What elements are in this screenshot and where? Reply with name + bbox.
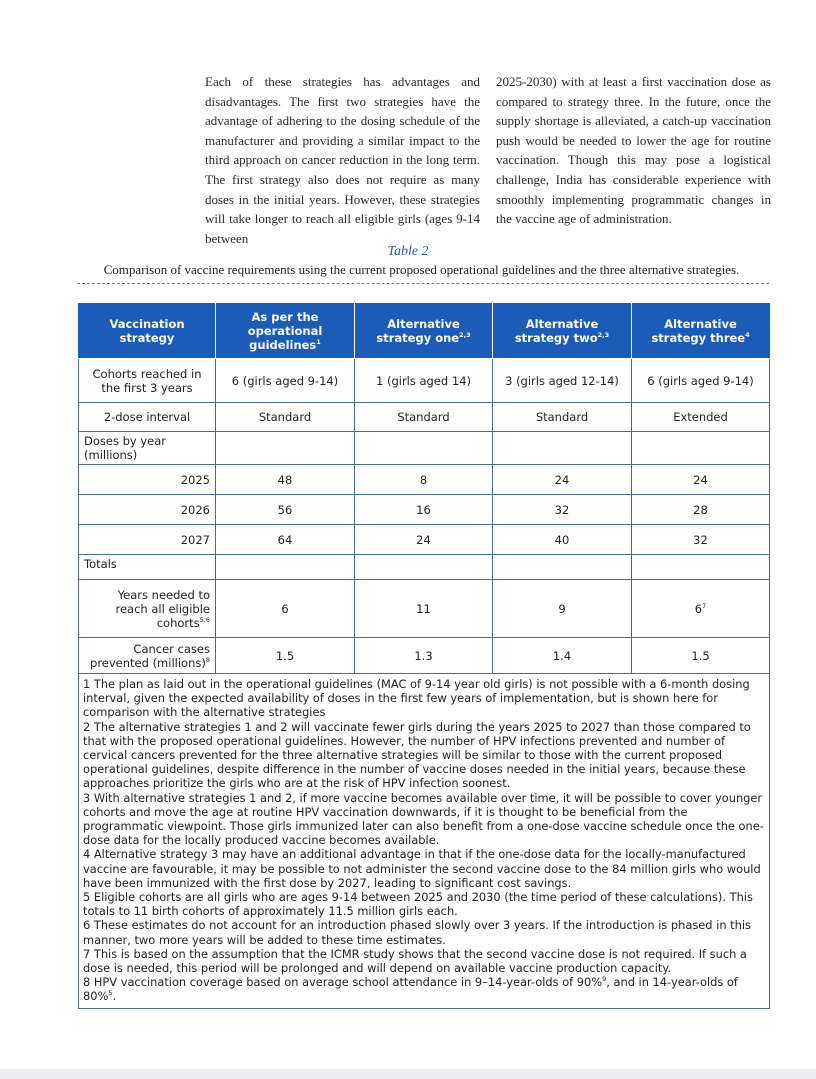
- footnote-3: 3 With alternative strategies 1 and 2, if more vaccine becomes available over time, it will be possible to cover younger cohorts and move the age at routine HPV vaccination downwards, if it is thought to be beneficial from the programmatic viewpoint. Those girls immunized later can also benefit from a one-dose vaccine schedule once the one-dose data for the locally produced vaccine becomes available.: [83, 790, 764, 848]
- row-label-year: 2026: [79, 495, 216, 525]
- comparison-table: [78, 303, 770, 1009]
- caption-divider: [77, 283, 769, 284]
- table-cell: 9: [493, 580, 632, 638]
- right-column-text: 2025-2030) with at least a first vaccination dose as compared to strategy three. In the future, once the supply shortage is alleviated, a catch-up vaccination push would be needed to lower the age for routine vaccination. Though this may pose a logistical challenge, India has considerable experience with smoothly implementing programmatic changes in the vaccine age of administration.: [496, 74, 771, 227]
- body-text: [205, 72, 771, 248]
- table-cell: 24: [493, 465, 632, 495]
- table-cell: [355, 432, 493, 465]
- table-cell: 48: [216, 465, 355, 495]
- table-cell: 16: [355, 495, 493, 525]
- table-cell: Extended: [632, 403, 770, 432]
- footnote-5: 5 Eligible cohorts are all girls who are ages 9-14 between 2025 and 2030 (the time period of these calculations). This totals to 11 birth cohorts of approximately 11.5 million girls each.: [83, 890, 753, 919]
- table-cell: 56: [216, 495, 355, 525]
- row-label-cohorts: Cohorts reached in the first 3 years: [79, 359, 216, 403]
- table-row: [79, 403, 770, 432]
- row-label-totals: Totals: [79, 555, 216, 580]
- table-cell: 1 (girls aged 14): [355, 359, 493, 403]
- table-cell: [493, 432, 632, 465]
- table-cell: Standard: [493, 403, 632, 432]
- table-cell: 6 (girls aged 9-14): [216, 359, 355, 403]
- header-alt1: Alternative strategy one$^{2,3}$: [355, 304, 493, 359]
- table-cell: 32: [632, 525, 770, 555]
- row-label-doses: Doses by year (millions): [79, 432, 216, 465]
- table-cell: $6^7$: [632, 580, 770, 638]
- footnote-4: 4 Alternative strategy 3 may have an additional advantage in that if the one-dose data for the locally-manufactured vaccine are favourable, it may be possible to not administer the second vaccine dose to the 84 million girls who would have been immunized with the first dose by 2027, leading to significant cost savings.: [83, 847, 761, 890]
- footnotes-cell: [79, 674, 770, 1009]
- table-row: [79, 580, 770, 638]
- table-cell: 24: [355, 525, 493, 555]
- table-row: [79, 465, 770, 495]
- table-cell: 28: [632, 495, 770, 525]
- footnote-6: 6 These estimates do not account for an introduction phased slowly over 3 years. If the introduction is phased in this manner, two more years will be added to these time estimates.: [83, 918, 751, 947]
- row-label-year: 2027: [79, 525, 216, 555]
- table-cell: [216, 432, 355, 465]
- table-row: [79, 432, 770, 465]
- table-cell: [216, 555, 355, 580]
- left-column-text: Each of these strategies has advantages and disadvantages. The first two strategies have the advantage of adhering to the dosing schedule of the manufacturer and providing a similar impact to the third approach on cancer reduction in the long term. The first strategy also does not require as many doses in the initial years. However, these strategies will take longer to reach all eligible girls (ages 9-14 between: [205, 74, 480, 246]
- header-strategy: Vaccination strategy: [79, 304, 216, 359]
- table-cell: 1.5: [216, 638, 355, 674]
- header-operational: As per the operational guidelines$^1$: [216, 304, 355, 359]
- table-row: [79, 638, 770, 674]
- table-row: [79, 525, 770, 555]
- table-cell: 1.4: [493, 638, 632, 674]
- table-row: [79, 495, 770, 525]
- table-header-row: [79, 304, 770, 359]
- table-row: [79, 359, 770, 403]
- table-cell: 1.5: [632, 638, 770, 674]
- row-label-years-needed: Years needed to reach all eligible cohorts$^{5,6}$: [79, 580, 216, 638]
- row-label-interval: 2-dose interval: [79, 403, 216, 432]
- table-cell: 32: [493, 495, 632, 525]
- table-cell: 40: [493, 525, 632, 555]
- table-cell: [632, 555, 770, 580]
- table-cell: 64: [216, 525, 355, 555]
- header-alt2: Alternative strategy two$^{2,3}$: [493, 304, 632, 359]
- footnotes-row: [79, 674, 770, 1009]
- table-cell: 11: [355, 580, 493, 638]
- table-cell: 8: [355, 465, 493, 495]
- table-cell: Standard: [216, 403, 355, 432]
- row-label-cancer: Cancer cases prevented (millions)$^8$: [79, 638, 216, 674]
- header-alt3: Alternative strategy three$^4$: [632, 304, 770, 359]
- footnote-8: 8 HPV vaccination coverage based on average school attendance in 9–14-year-olds of 90%$^9$, and in 14-year-olds of 80%$^5$.: [83, 975, 738, 1004]
- page-bottom-edge: [0, 1069, 816, 1079]
- table-cell: [493, 555, 632, 580]
- table-cell: 6: [216, 580, 355, 638]
- table-title: Table 2: [387, 244, 429, 259]
- table-cell: Standard: [355, 403, 493, 432]
- table-cell: 24: [632, 465, 770, 495]
- table-cell: [355, 555, 493, 580]
- row-label-year: 2025: [79, 465, 216, 495]
- table-cell: 6 (girls aged 9-14): [632, 359, 770, 403]
- table-cell: 1.3: [355, 638, 493, 674]
- footnote-1: 1 The plan as laid out in the operational guidelines (MAC of 9-14 year old girls) is not possible with a 6-month dosing interval, given the expected availability of doses in the first few years of implementation, but is shown here for comparison with the alternative strategies: [83, 677, 750, 720]
- table-caption: Comparison of vaccine requirements using the current proposed operational guidelines and the three alternative strategies.: [103, 262, 740, 277]
- table-row: [79, 555, 770, 580]
- table-cell: 3 (girls aged 12-14): [493, 359, 632, 403]
- footnote-2: 2 The alternative strategies 1 and 2 will vaccinate fewer girls during the years 2025 to 2027 than those compared to that with the proposed operational guidelines. However, the number of HPV infections prevented and number of cervical cancers prevented for the three alternative strategies will be similar to those with the current proposed operational guidelines, despite difference in the number of vaccine doses needed in the initial years, because these approaches prioritize the girls who are at the risk of HPV infection soonest.: [83, 719, 751, 791]
- footnote-7: 7 This is based on the assumption that the ICMR study shows that the second vaccine dose is not required. If such a dose is needed, this period will be prolonged and will depend on available vaccine production capacity.: [83, 946, 747, 976]
- table-cell: [632, 432, 770, 465]
